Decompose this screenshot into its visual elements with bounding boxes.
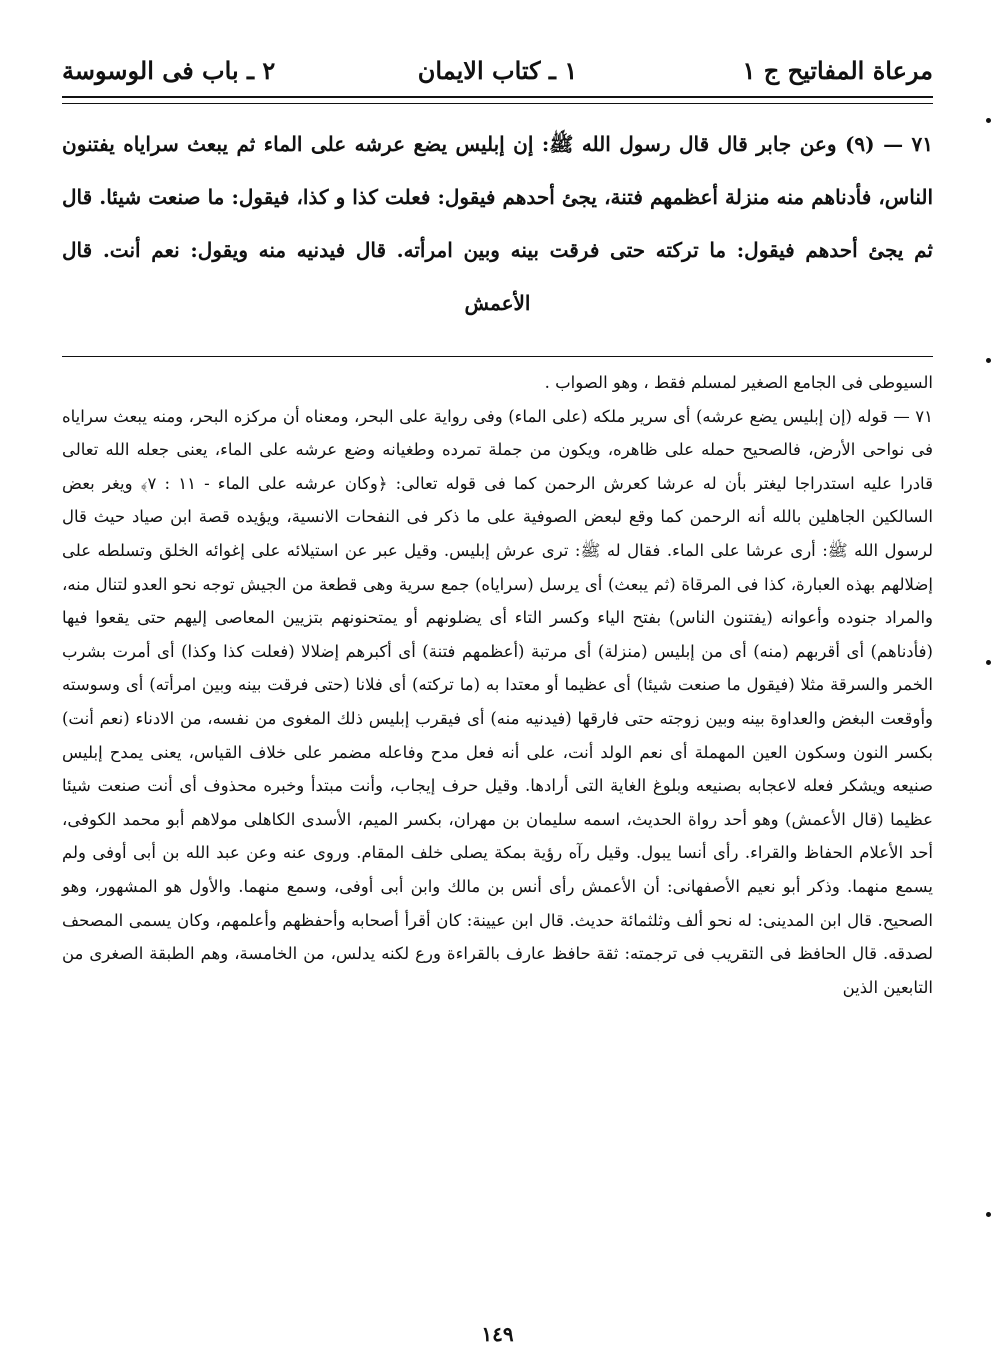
- header-book-title: مرعاة المفاتيح ج ١: [742, 55, 933, 85]
- commentary-body: ٧١ — قوله (إن إبليس يضع عرشه) أى سرير ملكه (على الماء) وفى رواية على البحر، ومعناه أن مركزه البحر، ومنه يبعث سراياه فى نواحى الأرض، فالصحيح حمله على ظاهره، ويكون من جملة تمرده وطغيانه وضع عرشه على الماء، يعنى جعله الله تعالى قادرا عليه استدراجا ليغتر بأن له عرشا كعرش الرحمن كما فى قوله تعالى: ﴿وكان عرشه على الماء - ١١ : ٧﴾ ويغر بعض السالكين الجاهلين بالله أنه الرحمن كما وقع لبعض الصوفية على ما ذكر فى النفحات الانسية، ويؤيده قصة ابن صياد حيث قال لرسول الله ﷺ: أرى عرشا على الماء. فقال له ﷺ: ترى عرش إبليس. وقيل عبر عن استيلائه على إغوائه الخلق وتسلطه على إضلالهم بهذه العبارة، كذا فى المرقاة (ثم يبعث) أى يرسل (سراياه) جمع سرية وهى قطعة من الجيش توجه نحو العدو لتنال منه، والمراد جنوده وأعوانه (يفتنون الناس) بفتح الياء وكسر التاء أى يضلونهم أو يمتحنونهم بتزيين المعاصى إليهم حتى يقعوا فيها (فأدناهم) أى أقربهم (منه) أى من إبليس (منزلة) أى مرتبة (أعظمهم فتنة) أى أكبرهم إضلالا (فعلت كذا وكذا) أى أمرت بشرب الخمر والسرقة مثلا (فيقول ما صنعت شيئا) أى عظيما أو معتدا به (ما تركته) أى فلانا (حتى فرقت بينه وبين امرأته) أى وسوسته وأوقعت البغض والعداوة بينه وبين زوجته حتى فارقها (فيدنيه منه) أى فيقرب إبليس ذلك المغوى من نفسه، من الادناء (نعم أنت) بكسر النون وسكون العين المهملة أى نعم الولد أنت، على أنه فعل مدح وفاعله مضمر على خلاف القياس، يعنى يمدح إبليس صنيعه ويشكر فعله لاعجابه بصنيعه وبلوغ الغاية التى أرادها. وقيل حرف إيجاب، وأنت مبتدأ وخبره محذوف أى أنت صنعت شيئا عظيما (قال الأعمش) وهو أحد رواة الحديث، اسمه سليمان بن مهران، بكسر الميم، الأسدى الكاهلى مولاهم أبو محمد الكوفى، أحد الأعلام الحفاظ والقراء. رأى أنسا يبول. وقيل رآه رؤية بمكة يصلى خلف المقام. وروى عنه وعن عبد الله بن أبى أوفى ولم يسمع منهما. وذكر أبو نعيم الأصفهانى: أن الأعمش رأى أنس بن مالك وابن أبى أوفى، وسمع منهما. والأول هو المشهور، وهو الصحيح. قال ابن المدينى: له نحو ألف وثلثمائة حديث. قال ابن عيينة: كان أقرأ أصحابه وأحفظهم وأعلمهم، وكان يسمى المصحف لصدقه. قال الحافظ فى التقريب فى ترجمته: ثقة حافظ عارف بالقراءة ورع لكنه يدلس، من الخامسة، وهم الطبقة الصغرى من التابعين الذين: [62, 406, 933, 997]
- margin-dot: [986, 660, 991, 665]
- margin-dot: [986, 118, 991, 123]
- page-number: ١٤٩: [481, 1322, 514, 1346]
- hadith-text-block: [62, 118, 933, 330]
- margin-dot: [986, 1212, 991, 1217]
- commentary-intro-line: السيوطى فى الجامع الصغير لمسلم فقط ، وهو الصواب .: [544, 373, 933, 392]
- header-section-title: ١ ـ كتاب الايمان: [417, 55, 578, 85]
- margin-dot: [986, 358, 991, 363]
- section-divider: [62, 356, 933, 357]
- running-header: [62, 50, 933, 90]
- header-double-rule: [62, 96, 933, 104]
- hadith-text: ٧١ — (٩) وعن جابر قال قال رسول الله ﷺ: إن إبليس يضع عرشه على الماء ثم يبعث سراياه يفتنون الناس، فأدناهم منه منزلة أعظمهم فتنة، يجئ أحدهم فيقول: فعلت كذا و كذا، فيقول: ما صنعت شيئا. قال ثم يجئ أحدهم فيقول: ما تركته حتى فرقت بينه وبين امرأته. قال فيدنيه منه ويقول: نعم أنت. قال الأعمش: [62, 132, 933, 315]
- header-chapter-title: ٢ ـ باب فى الوسوسة: [62, 55, 276, 85]
- commentary-block: [62, 366, 933, 1004]
